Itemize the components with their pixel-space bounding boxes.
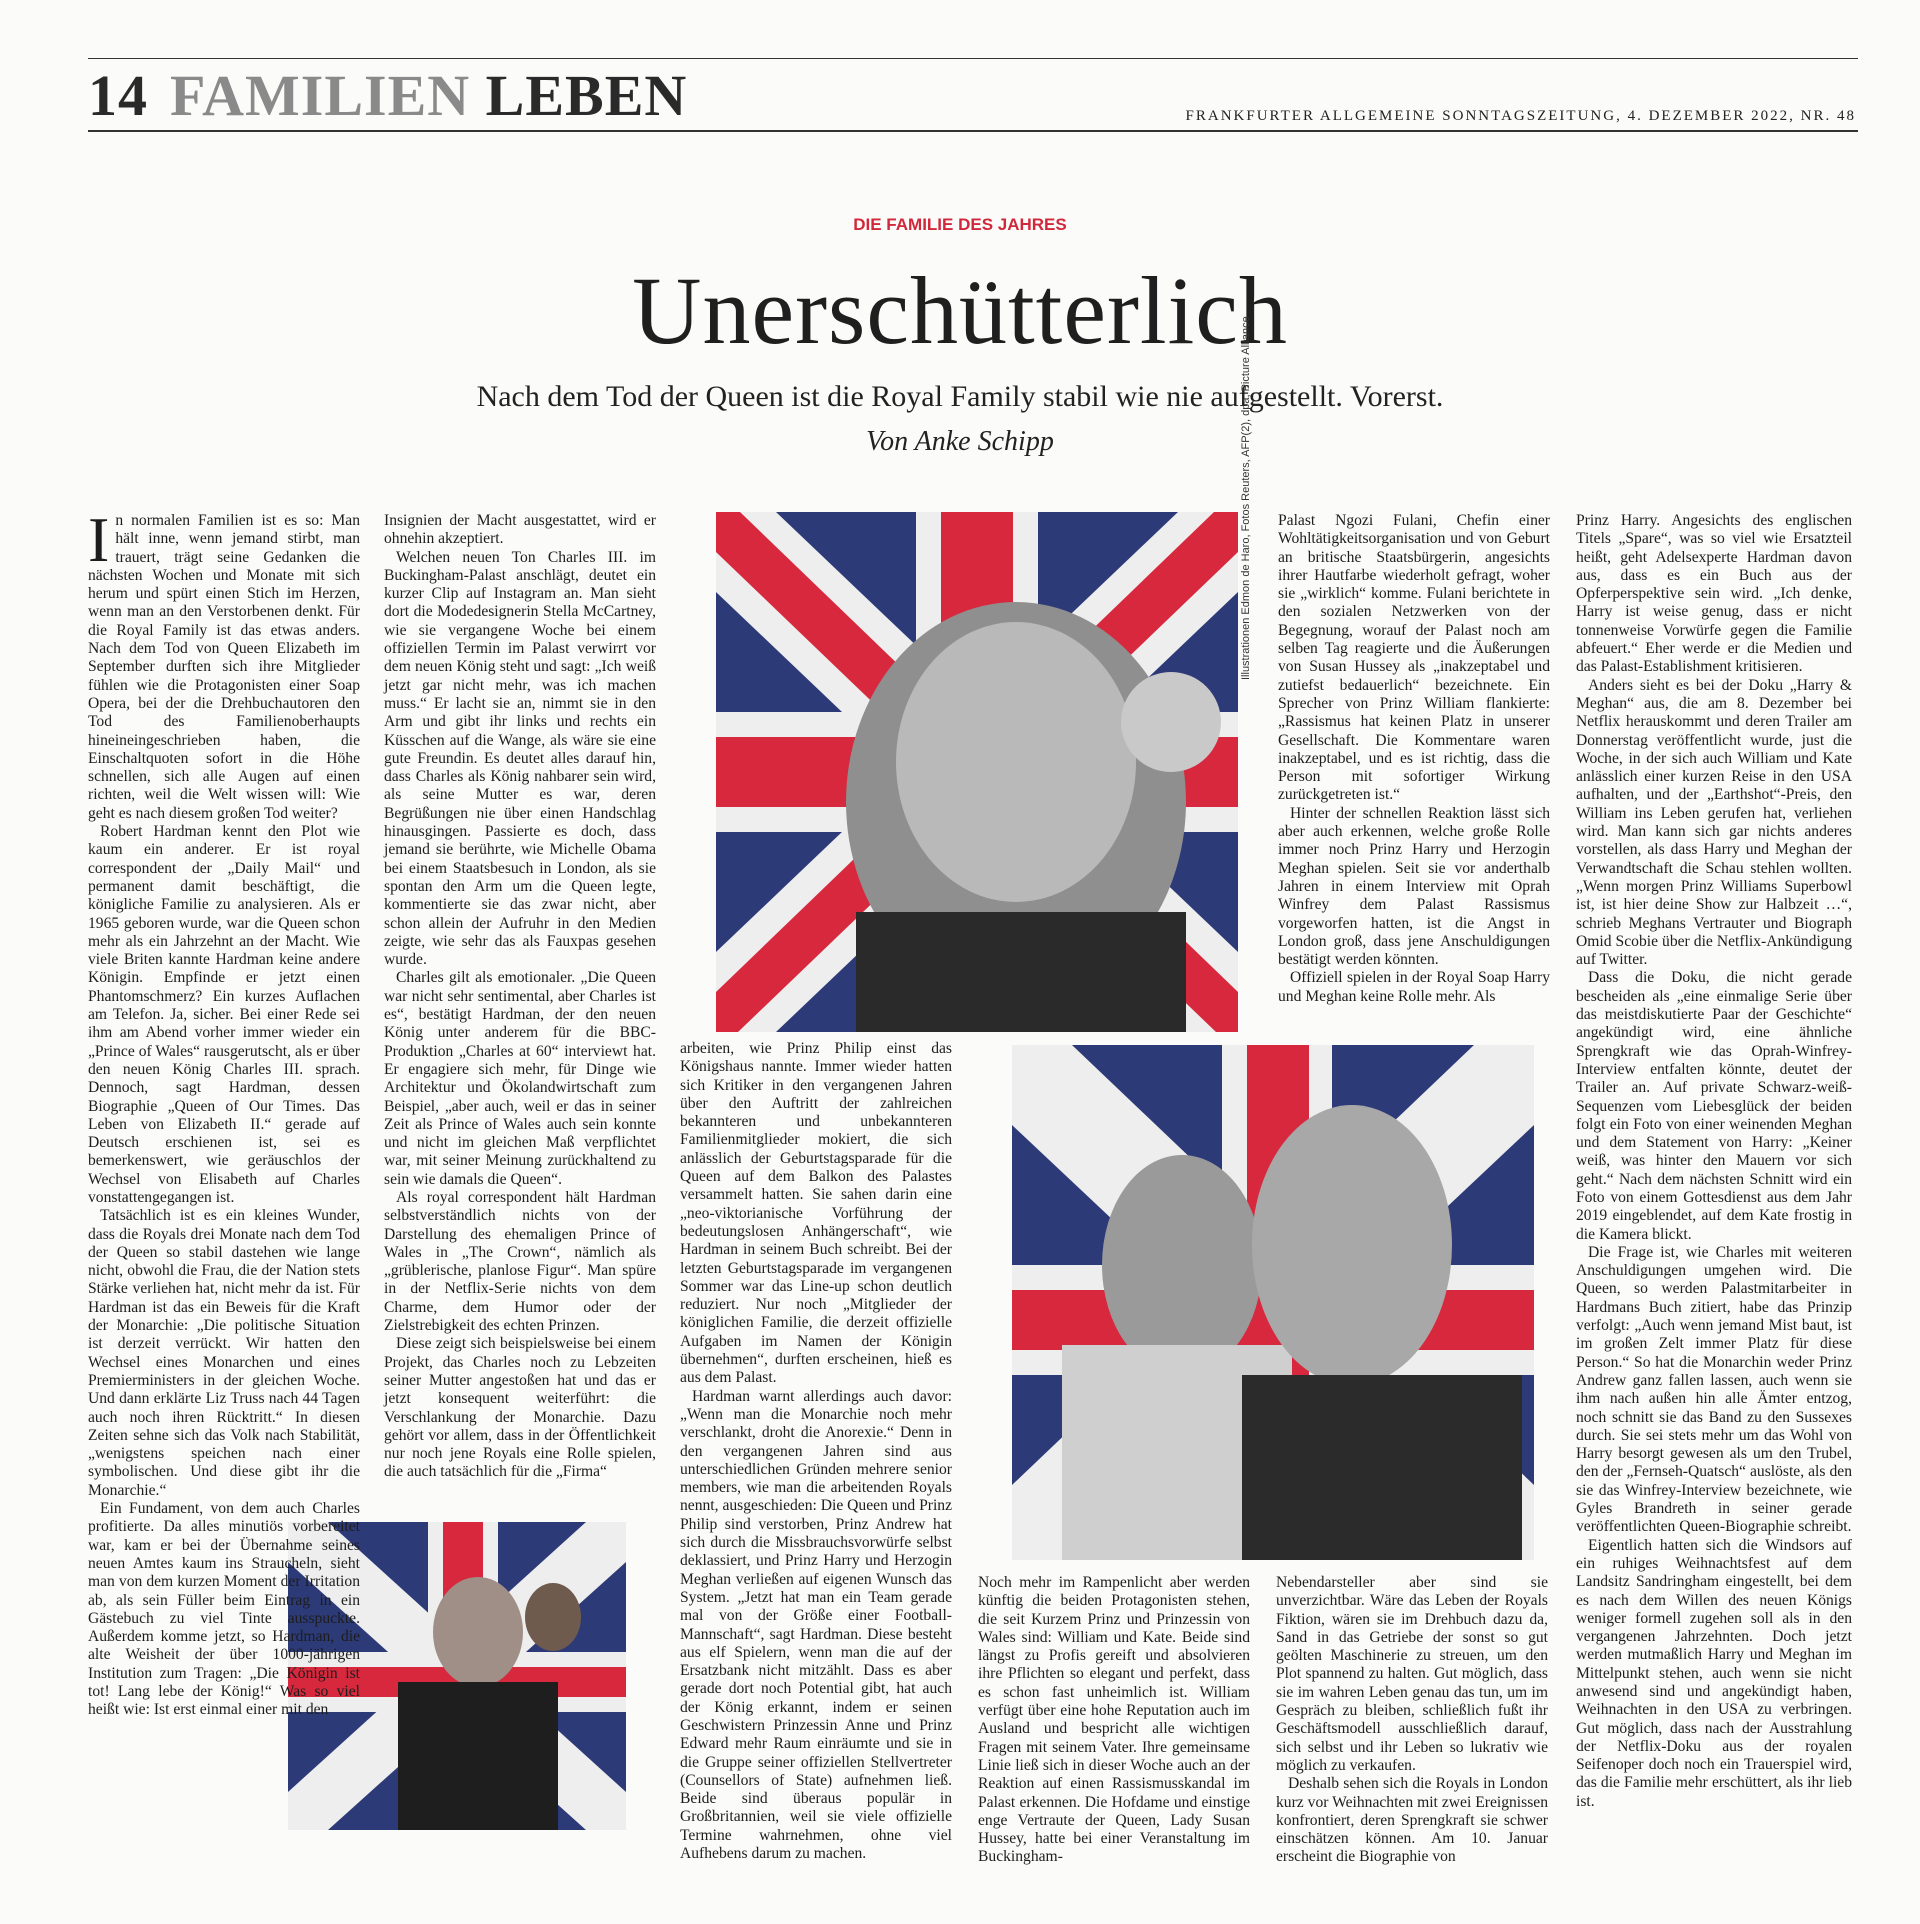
top-rule bbox=[88, 58, 1858, 59]
kicker: DIE FAMILIE DES JAHRES bbox=[853, 215, 1067, 234]
paragraph: Palast Ngozi Fulani, Chefin einer Wohltätigkeitsorganisation und von Geburt an britische Staatsbürgerin, angesichts ihrer Hautfarbe wiederholt gefragt, woher sie „wirklich“ komme. Fulani berichtete in den sozialen Netzwerken von der Begegnung, worauf der Palast noch am selben Tag reagierte und die Äußerungen von Susan Hussey als „inakzeptabel und zutiefst bedauerlich“ bezeichnete. Ein Sprecher von Prinz William flankierte: „Rassismus hat keinen Platz in unserer Gesellschaft. Die Kommentare waren inakzeptabel, und es ist richtig, dass die Person mit sofortiger Wirkung zurückgetreten ist.“ bbox=[1278, 512, 1550, 804]
article-column-7 bbox=[1276, 1574, 1548, 1867]
photo-king-charles bbox=[716, 512, 1238, 1032]
section-title-part2: LEBEN bbox=[485, 63, 688, 128]
masthead: FRANKFURTER ALLGEMEINE SONNTAGSZEITUNG, 4. DEZEMBER 2022, NR. 48 bbox=[1185, 108, 1856, 124]
article-column-1 bbox=[88, 504, 360, 1720]
header-rule bbox=[88, 130, 1858, 132]
paragraph: Prinz Harry. Angesichts des englischen Titels „Spare“, was so viel wie Ersatzteil heißt, geht Adelsexperte Hardman davon aus, dass es ein Buch aus der Opferperspektive sein wird. „Ich denke, Harry ist weise genug, dass er nicht tonnenweise Vorwürfe gegen die Familie abfeuert.“ Eher werde er die Medien und das Palast-Establishment kritisieren. bbox=[1576, 512, 1852, 676]
paragraph: Eigentlich hatten sich die Windsors auf ein ruhiges Weihnachtsfest auf dem Landsitz Sandringham eingestellt, bei dem es nach dem Willen des neuen Königs weniger formell zugehen soll als in den vergangenen Jahrzehnten. Doch jetzt werden mutmaßlich Harry und Meghan im Mittelpunkt stehen, auch wenn sie nicht anwesend sind und angekündigt haben, Weihnachten in den USA zu verbringen. Gut möglich, dass nach der Ausstrahlung der Netflix-Doku aus der royalen Seifenoper doch noch ein Trauerspiel wird, das die Familie mehr erschüttert, als ihr lieb ist. bbox=[1576, 1536, 1852, 1810]
article-column-4 bbox=[1278, 512, 1550, 1006]
article-column-5 bbox=[1576, 512, 1852, 1811]
paragraph: arbeiten, wie Prinz Philip einst das Königshaus nannte. Immer wieder hatten sich Kritiker in den vergangenen Jahren über den Auftritt der zahlreichen bekannteren und unbekannteren Familienmitglieder mokiert, die sich anlässlich der Geburtstagsparade für die Queen auf dem Balkon des Palastes versammelt hatten. Sie sahen darin eine „neo-viktorianische Vorführung der bedeutungslosen Anhängerschaft“, wie Hardman in seinem Buch schreibt. Bei der letzten Geburtstagsparade im vergangenen Sommer war das Line-up schon deutlich reduziert. Nur noch „Mitglieder der königlichen Familie, die derzeit offizielle Aufgaben im Namen der Königin übernehmen“, durften erscheinen, hieß es aus dem Palast. bbox=[680, 1040, 952, 1387]
paragraph-text: n normalen Familien ist es so: Man hält inne, wenn jemand stirbt, man trauert, trägt seine Gedanken die nächsten Wochen und Monate mit sich herum und spürt einen Stich im Herzen, wenn man an den Verstorbenen denkt. Für die Royal Family ist das etwas anders. Nach dem Tod von Queen Elizabeth im September durften sich ihre Mitglieder fühlen wie die Protagonisten einer Soap Opera, bei der die Drehbuchautoren den Tod des Familienoberhaupts hineineingeschrieben haben, die Einschaltquoten sofort in die Höhe schnellen, sich alle Augen auf einen richten, weil die Welt wissen will: Wie geht es nach diesem großen Tod weiter? bbox=[88, 512, 360, 822]
paragraph: Offiziell spielen in der Royal Soap Harry und Meghan keine Rolle mehr. Als bbox=[1278, 969, 1550, 1005]
paragraph: Tatsächlich ist es ein kleines Wunder, dass die Royals drei Monate nach dem Tod der Queen so stabil dastehen wie lange nicht, obwohl die Frau, die der Nation stets Stärke verliehen hat, nicht mehr da ist. Für Hardman ist das ein Beweis für die Kraft der Monarchie: „Die politische Situation ist derzeit verrückt. Wir hatten den Wechsel eines Monarchen und eines Premierministers in der gleichen Woche. Und dann erklärte Liz Truss nach 44 Tagen auch noch ihren Rücktritt.“ In diesen Zeiten sehne sich das Volk nach Stabilität, „wenigstens speichen nach einer symbolischen. Und diese gibt ihr die Monarchie.“ bbox=[88, 1207, 360, 1499]
paragraph: Anders sieht es bei der Doku „Harry & Meghan“ aus, die am 8. Dezember bei Netflix herauskommt und deren Trailer am Donnerstag veröffentlicht wurde, just die Woche, in der sich auch William und Kate anlässlich einer kurzen Reise in den USA aufhalten, und der „Earthshot“-Preis, den William ins Leben gerufen hat, verliehen wird. Man kann sich gar nichts anderes vorstellen, als dass Harry und Meghan der Verwandtschaft die Schau stehlen wollten. „Wenn morgen Prinz Williams Superbowl ist, ist hier deine Show zur Halbzeit …“, schrieb Meghans Vertrauter und Biograph Omid Scobie über die Netflix-Ankündigung auf Twitter. bbox=[1576, 676, 1852, 969]
paragraph: Charles gilt als emotionaler. „Die Queen war nicht sehr sentimental, aber Charles ist es“, bestätigt Hardman, der den neuen König unter anderem für die BBC-Produktion „Charles at 60“ interviewt hat. Er engagiere sich mehr, für Dinge wie Architektur und Ökolandwirtschaft zum Beispiel, „aber auch, weil er das in seiner Zeit als Prince of Wales auch sein konnte und nicht im gleichen Maß verpflichtet war, mit seiner Meinung zurückhaltend zu sein wie damals die Queen“. bbox=[384, 969, 656, 1188]
paragraph: Deshalb sehen sich die Royals in London kurz vor Weihnachten mit zwei Ereignissen konfrontiert, deren Sprengkraft sie schwer einschätzen können. Am 10. Januar erscheint die Biographie von bbox=[1276, 1775, 1548, 1866]
paragraph: Die Frage ist, wie Charles mit weiteren Anschuldigungen umgehen wird. Die Queen, so werden Palastmitarbeiter in Hardmans Buch zitiert, habe das Prinzip verfolgt: „Auch wenn jemand Mist baut, ist im großen Zelt immer Platz für diese Person.“ So hat die Monarchin weder Prinz Andrew ganz fallen lassen, auch wenn sie ihm nach außen hin alle Ämter entzog, noch schnitt sie das Band zu den Sussexes durch. Sie sei stets mehr um das Wohl von Harry besorgt gewesen als um den Trubel, den der „Fernseh-Quatsch“ auslöste, als den sie das Winfrey-Interview bezeichnete, wie Gyles Brandreth in seiner gerade veröffentlichten Queen-Biographie schreibt. bbox=[1576, 1243, 1852, 1536]
byline: Von Anke Schipp bbox=[866, 426, 1054, 457]
paragraph bbox=[88, 504, 360, 823]
paragraph: Nebendarsteller aber sind sie unverzichtbar. Wäre das Leben der Royals Fiktion, wären sie im Drehbuch dazu da, Sand in das Getriebe der sonst so gut geölten Maschinerie zu streuen, um den Plot spannend zu halten. Gut möglich, dass sie im wahren Leben genau das tun, um im Gespräch zu bleiben, schließlich fußt ihr Geschäftsmodell ausschließlich darauf, sich selbst und ihr Leben so lukrativ wie möglich zu verkaufen. bbox=[1276, 1574, 1548, 1774]
paragraph: Hardman warnt allerdings auch davor: „Wenn man die Monarchie noch mehr verschlankt, droht die Anorexie.“ Denn in den vergangenen Jahren sind aus unterschiedlichen Gründen mehrere senior members, wie man die arbeitenden Royals nennt, ausgeschieden: Die Queen und Prinz Philip sind verstorben, Prinz Andrew hat sich durch die Missbrauchsvorwürfe selbst deklassiert, und Prinz Harry und Herzogin Meghan verließen auf eigenen Wunsch das System. „Jetzt hat man ein Team gerade mal von der Größe einer Football-Mannschaft“, sagt Hardman. Diese besteht aus elf Spielern, wenn man die auf der Ersatzbank nicht mitzählt. Dass es aber gerade dort noch Potential gibt, hat auch der König erkannt, indem er seinen Geschwistern Prinzessin Anne und Prinz Edward mehr Raum einräumte und sie in die Gruppe seiner offiziellen Stellvertreter (Counsellors of State) aufnehmen ließ. Beide sind überaus populär in Großbritannien, weil sie viele offizielle Termine wahrnehmen, ohne viel Aufhebens darum zu machen. bbox=[680, 1387, 952, 1863]
section-title-part1: FAMILIEN bbox=[170, 63, 471, 128]
paragraph: Diese zeigt sich beispielsweise bei einem Projekt, das Charles noch zu Lebzeiten seiner Mutter angestoßen hat und das er jetzt konsequent weiterführt: die Verschlankung der Monarchie. Dazu gehört vor allem, dass in der Öffentlichkeit nur noch jene Royals eine Rolle spielen, die auch tatsächlich für die „Firma“ bbox=[384, 1335, 656, 1481]
paragraph: Als royal correspondent hält Hardman selbstverständlich nichts von der Darstellung des ehemaligen Prince of Wales in „The Crown“, nämlich als „grüblerische, planlose Figur“. Man spüre in der Netflix-Serie nichts von dem Charme, dem Humor oder der Zielstrebigkeit des echten Prinzen. bbox=[384, 1188, 656, 1335]
article-column-6 bbox=[978, 1574, 1250, 1867]
paragraph: Noch mehr im Rampenlicht aber werden künftig die beiden Protagonisten stehen, die seit Kurzem Prinz und Prinzessin von Wales sind: William und Kate. Beide sind längst zu Profis gereift und absolvieren ihre Pflichten so elegant und perfekt, dass es schon fast unheimlich ist. William verfügt über eine hohe Reputation auch im Ausland und bespricht alle wichtigen Fragen mit seinem Vater. Ihre gemeinsame Linie ließ sich in dieser Woche auch an der Reaktion auf einen Rassismusskandal im Palast erkennen. Die Hofdame und einstige enge Vertraute der Queen, Lady Susan Hussey, hatte bei einer Veranstaltung im Buckingham- bbox=[978, 1574, 1250, 1866]
photo-credit: Illustrationen Edmon de Haro, Fotos Reuters, AFP(2), dpa, Picture Alliance bbox=[1240, 316, 1252, 680]
article-column-3 bbox=[680, 1040, 952, 1863]
headline: Unerschütterlich bbox=[632, 257, 1288, 364]
photo-william-kate bbox=[1012, 1045, 1534, 1560]
paragraph: Welchen neuen Ton Charles III. im Buckingham-Palast anschlägt, deutet ein kurzer Clip auf Instagram an. Man sieht dort die Modedesignerin Stella McCartney, wie sie vergangene Woche bei einem offiziellen Termin im Palast verwirrt vor dem neuen König steht und sagt: „Ich weiß jetzt gar nicht mehr, was ich machen muss.“ Er lacht sie an, nimmt sie in den Arm und gibt ihr links und rechts ein Küsschen auf die Wange, als wäre sie eine gute Freundin. Es deutet alles darauf hin, dass Charles als König nahbarer sein wird, als seine Mutter es war, deren Begrüßungen nie über einen Handschlag hinausgingen. Passierte es doch, dass jemand sie berührte, wie Michelle Obama bei einem Staatsbesuch in London, als sie spontan den Arm um die Queen legte, kommentierte sie das zwar nicht, aber schon allein der Aufruhr in den Medien zeigte, wie sehr das als Fauxpas gesehen wurde. bbox=[384, 548, 656, 969]
section-title bbox=[170, 62, 687, 129]
drop-cap: I bbox=[88, 504, 110, 575]
paragraph: Insignien der Macht ausgestattet, wird er ohnehin akzeptiert. bbox=[384, 512, 656, 548]
page-number: 14 bbox=[88, 63, 148, 128]
paragraph: Ein Fundament, von dem auch Charles profitierte. Da alles minutiös vorbereitet war, kam er bei der Übernahme seines neuen Amtes kaum ins Straucheln, sieht man von dem kurzen Moment der Irritation ab, als sein Füller beim Eintrag in ein Gästebuch zu viel Tinte ausspuckte. Außerdem komme jetzt, so Hardman, die alte Weisheit der über 1000-jährigen Institution zum Tragen: „Die Königin ist tot! Lang lebe der König!“ Was so viel heißt wie: Ist erst einmal einer mit den bbox=[88, 1500, 360, 1719]
paragraph: Hinter der schnellen Reaktion lässt sich aber auch erkennen, welche große Rolle immer noch Prinz Harry und Herzogin Meghan spielen. Seit sie vor anderthalb Jahren in einem Interview mit Oprah Winfrey dem Palast Rassismus vorgeworfen hatten, ist die Angst in London groß, dass jene Anschuldigungen bestätigt werden könnten. bbox=[1278, 804, 1550, 969]
article-column-2 bbox=[384, 512, 656, 1482]
deck: Nach dem Tod der Queen ist die Royal Family stabil wie nie aufgestellt. Vorerst. bbox=[476, 380, 1444, 413]
paragraph: Dass die Doku, die nicht gerade bescheiden als „eine einmalige Serie über das meistdiskutierte Paar der Geschichte“ angekündigt wird, eine ähnliche Sprengkraft wie das Oprah-Winfrey-Interview entfalten könnte, deutet der Trailer an. Auf private Schwarz-weiß-Sequenzen vom Liebesglück der beiden folgt ein Foto von einer weinenden Meghan und dem Statement von Harry: „Keiner weiß, was hinter den Mauern vor sich geht.“ Nach dem nächsten Schnitt wird ein Foto von einem Gottesdienst aus dem Jahr 2019 eingeblendet, auf dem Kate frostig in die Kamera blickt. bbox=[1576, 969, 1852, 1243]
paragraph: Robert Hardman kennt den Plot wie kaum ein anderer. Er ist royal correspondent der „Daily Mail“ und permanent damit beschäftigt, die königliche Familie zu analysieren. Als er 1965 geboren wurde, war die Queen schon mehr als ein Jahrzehnt an der Macht. Wie viele Briten kannte Hardman keine andere Königin. Empfinde er jetzt einen Phantomschmerz? Ein kurzes Auflachen am Telefon. Ja, sicher. Bei einer Rede sei ihm am Abend vorher immer wieder ein „Prince of Wales“ rausgerutscht, als er über den neuen König Charles III. sprach. Dennoch, sagt Hardman, dessen Biographie „Queen of Our Times. Das Leben von Elizabeth II.“ gerade auf Deutsch erschienen ist, sei es bemerkenswert, wie geräuschlos der Wechsel von Elisabeth auf Charles vonstattengegangen ist. bbox=[88, 823, 360, 1206]
